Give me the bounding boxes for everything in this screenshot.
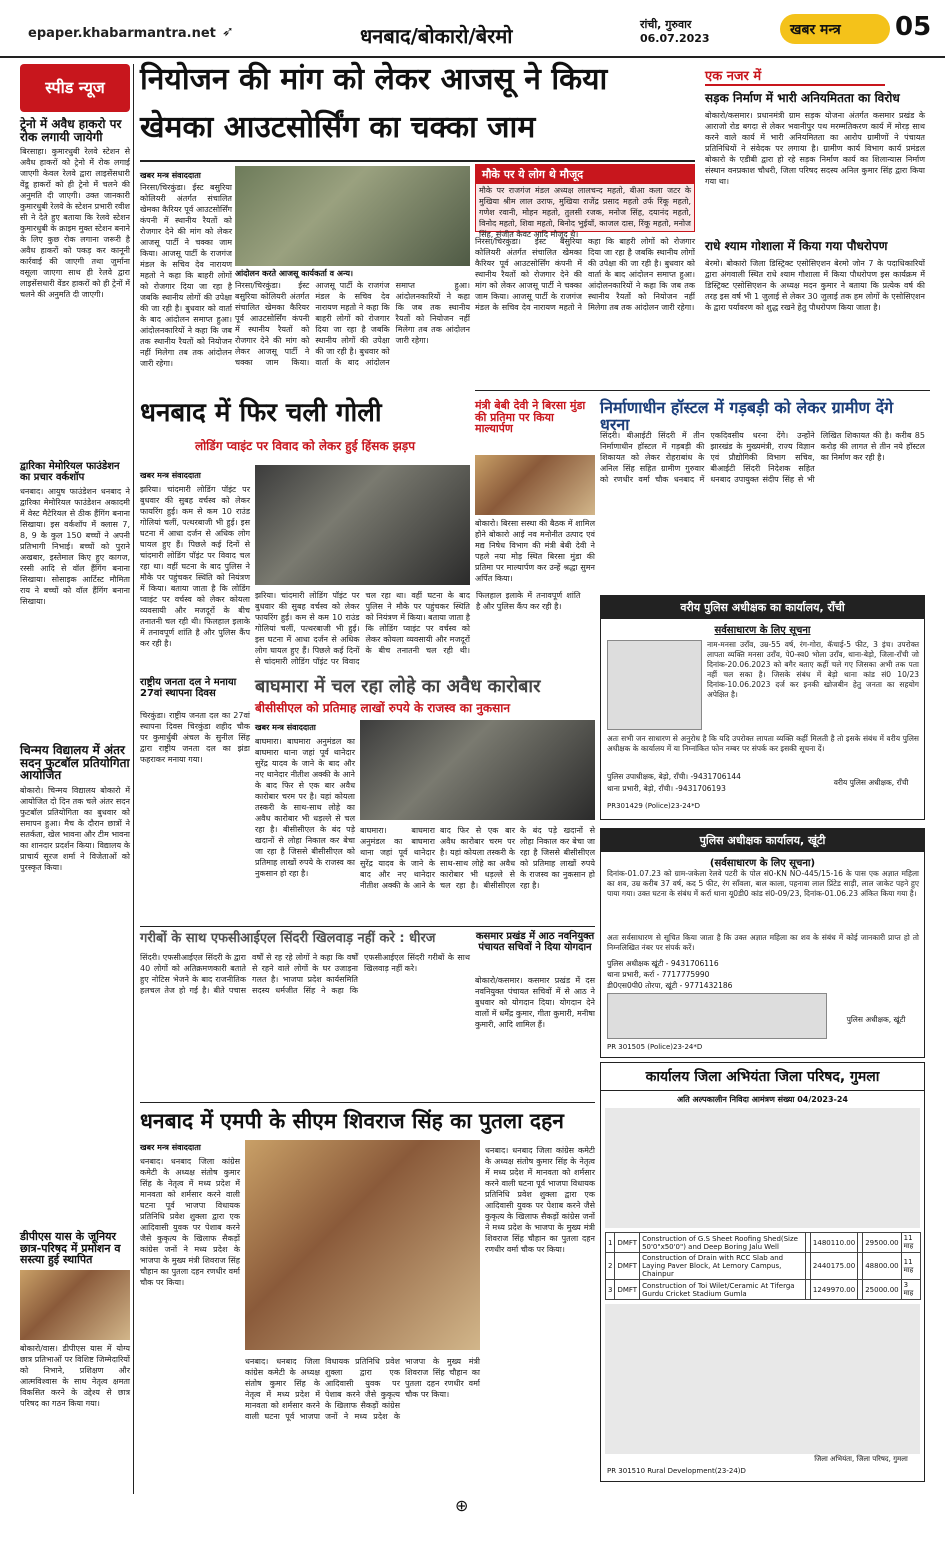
notice-gumla-office: कार्यालय जिला अभियंता जिला परिषद, गुमला — [601, 1063, 924, 1091]
left-body-1: बिरसाहा। कुमारधुबी रेलवे स्टेशन से अवैध हाकरों को ट्रेनो में रोक लगाई जाएगी केवल रेलवे द्वारा लाइसेंसधारी वेंडू हाकरों को ही ट्रेनो में चलने की अनुमति दी जाएगी। उक्त जानकारी कुमारधुबी रेलवे के स्टेशन प्रभारी रवीश सी ने देते हुए बताया कि रेलवे स्टेशन कुमारधुबी के क्राइम मुक्त स्टेशन बनाने के लिए कुछ रोक लगाना जरूरी है अवैध हाकरों को पकड़ कर कानूनी कार्रवाई की जाएगी तथा जुर्माना वसूला जाएगा साथ ही रेलवे द्वारा लाइसेंसधारी वेंडर हाकरों को ही ट्रेनों में चलने की अनुमति दी जाएगी। — [20, 147, 130, 300]
goli-photo — [255, 465, 470, 585]
lead-headline-1: नियोजन की मांग को लेकर आजसू ने किया — [140, 62, 608, 97]
notice-gumla — [600, 1062, 925, 1482]
column-divider — [133, 64, 134, 1494]
tender-row — [606, 1233, 921, 1253]
tender-cell: 11 माह — [901, 1233, 920, 1253]
cursor-icon: ➶ — [222, 24, 234, 40]
lead-body-cont: निरसा/चिरकुंडा। ईस्ट बसुरिया कोलियरी अंतर्गत संचालित खेमका कैरियर पूर्व आउटसोर्सिंग कंपनी में स्थानीय रैयतों को रोजगार देने की मांग को लेकर आजसू पार्टी ने चक्का जाम किया। आजसू पार्टी के राजगंज मंडल के सचिव देव नारायण महतो ने कहा कि बाहरी लोगों को रोजगार दिया जा रहा है जबकि स्थानीय लोगों की उपेक्षा की जा रही है। बुधवार को वार्ता के बाद आंदोलन समाप्त हुआ। आंदोलनकारियों ने कहा कि जब तक स्थानीय रैयतों को नियोजन नहीं मिलेगा तब तक आंदोलन जारी रहेगा। — [235, 281, 470, 367]
right-headline-1: सड़क निर्माण में भारी अनियमितता का विरोध — [705, 91, 900, 105]
tender-cell: 29500.00 — [863, 1233, 901, 1253]
tender-cell: 25000.00 — [863, 1280, 901, 1300]
shivraj-byline: खबर मन्त्र संवाददाता — [140, 1143, 201, 1152]
kasmar-headline: कसमार प्रखंड में आठ नवनियुक्त पंचायत सचिवों ने दिया योगदान — [475, 931, 595, 953]
lead-caption: आंदोलन करते आजसू कार्यकर्ता व अन्य। — [235, 269, 354, 278]
shivraj-photo — [245, 1140, 480, 1350]
notice-ranchi-title: सर्वसाधारण के लिए सूचना — [714, 625, 811, 636]
notice-gumla-title: अति अल्पकालीन निविदा आमंत्रण संख्या 04/2023-24 — [677, 1095, 848, 1104]
notice-ranchi-contact: अतः सभी जन साधारण से अनुरोध है कि यदि उपरोक्त लापता व्यक्ति कहीं मिलती है तो इसके संबंध में वरीय पुलिस अधीक्षक के कार्यालय में या निम्नांकित फोन नम्बर पर संपर्क कर इसकी सूचना दें। — [607, 734, 919, 753]
tender-cell: Construction of G.S Sheet Roofing Shed(Size 50'0"x50'0") and Deep Boring Jalu Well — [640, 1233, 806, 1253]
tender-cell: 1480110.00 — [810, 1233, 857, 1253]
present-box-body: मौके पर राजगंज मंडल अध्यक्ष लालचन्द महतो, बीआ कला जटर के मुखिया श्रीम लाल उराफ, मुखिया राजेंद्र प्रसाद महतो उर्फ रिंकू महतो, गणेश रवानी, मोहन महतो, तुलसी रजक, मनोज सिंह, दयानंद महतो, विनोद महतो, शिवा महतो, बिनोद भुईयाँ, काजल दास, रिंकू महतो, मनोज सिंह, संजीत केवट आदि मौजूद थे। — [479, 186, 691, 239]
goli-body: झरिया। चांदमारी लोडिंग पॉइंट पर बुधवार की सुबह वर्चस्व को लेकर फायरिंग हुई। कम से कम 10 राउंड गोलियां चलीं, पत्थरबाजी भी हुई। इस घटना में आधा दर्जन से अधिक लोग घायल हुए हैं। पिछले कई दिनों से चांदमारी लोडिंग पॉइंट पर विवाद चल रहा था। वहीं घटना के बाद पुलिस ने मौके पर पहुंचकर स्थिति को नियंत्रण में किया। बताया जाता है कि लोडिंग प्वाइंट पर वर्चस्व को लेकर कोयला व्यवसायी और मजदूरों के बीच तनातनी चल रही थी। फिलहाल इलाके में तनावपूर्ण शांति है और पुलिस कैंप कर रही है। — [140, 485, 250, 648]
tender-cell: 48800.00 — [863, 1253, 901, 1280]
tender-row — [606, 1253, 921, 1280]
lead-divider — [140, 160, 695, 162]
lead-photo — [235, 166, 470, 266]
notice-gumla-signoff: जिला अभियंता, जिला परिषद, गुमला — [814, 1455, 908, 1463]
tender-cell: DMFT — [615, 1280, 640, 1300]
notice-khunti-phone2: थाना प्रभारी, कर्रा - 7717775990 — [607, 970, 710, 979]
shivraj-body-right: धनबाद। धनबाद जिला कांग्रेस कमेटी के अध्यक्ष संतोष कुमार सिंह के नेतृत्व में मध्य प्रदेश में मानवता को शर्मसार करने वाली घटना पूर्व भाजपा विधायक प्रतिनिधि प्रवेश शुक्ला द्वारा एक आदिवासी युवक पर पेशाब करने जैसे कुकृत्य के खिलाफ सैकड़ों कांग्रेस जनों ने मध्य प्रदेश के भाजपा के मुख्य मंत्री शिवराज सिंह चौहान का पुतला दहन रणधीर वर्मा चौक पर किया। — [485, 1146, 595, 1254]
minister-headline: मंत्री बेबी देवी ने बिरसा मुंडा की प्रतिमा पर किया माल्यार्पण — [475, 399, 586, 436]
notice-gumla-preamble — [605, 1108, 920, 1228]
ghareeb-body: सिंदरी। एफसीआईएल सिंदरी के द्वारा 40 लोगों को अतिक्रमणकारी बताते हुए नोटिस भेजने के बाद राजनीतिक हलचल तेज हो गई है। बीते पचास वर्षों से रह रहे लोगों ने कहा कि वर्षों से रहने वाले लोगों के घर उजाड़ना गलत है। भाजपा प्रदेश कार्यसमिति सदस्य धर्मजीत सिंह ने कहा कि एफसीआईएल सिंदरी गरीबों के साथ खिलवाड़ नहीं करे। — [140, 953, 470, 995]
left-headline-5: डीपीएस यास के जूनियर छात्र-परिषद में प्रमोशन व सस्त्या हुई स्थापित — [20, 1229, 121, 1267]
present-box — [475, 164, 695, 239]
page-header — [0, 0, 945, 58]
lead-byline: खबर मन्त्र संवाददाता — [140, 171, 201, 180]
body-photo — [607, 993, 827, 1039]
notice-khunti-office: पुलिस अधीक्षक कार्यालय, खूंटी — [601, 829, 924, 852]
notice-ranchi-body: नाम-मनसा उराँव, उम्र-55 वर्ष, रंग-गोरा, कॅचाई-5 फीट, 3 इंच। उपरोक्त लापता व्यक्ति मनसा उराँव, पे0-स्व0 भोला उराँव, थाना-बेड़ो, जिला-राँची जो दिनांक-20.06.2023 को बगैर बताए कहीं चले गए जिसका अभी तक पता नहीं चल सका है। जिसके संबंध में बेड़ो थाना कांड सं0 10/23 दिनांक-10.06.2023 दर्ज कर इनकी खोजबीन हेतु जनता का सहयोग अपेक्षित है। — [707, 640, 919, 699]
notice-khunti-title: (सर्वसाधारण के लिए सूचना) — [709, 858, 816, 869]
hostel-headline: निर्माणाधीन हॉस्टल में गड़बड़ी को लेकर ग्रामीण देंगे धरना — [600, 398, 894, 434]
present-box-title: मौके पर ये लोग थे मौजूद — [476, 165, 694, 184]
notice-gumla-terms — [605, 1304, 920, 1454]
left-headline-1: ट्रेनो में अवैध हाकरो पर रोक लगायी जायेगी — [20, 117, 122, 144]
notice-khunti-body: दिनांक-01.07.23 को ग्राम-जकेला रेलवे पटरी के पोल सं0-KN NO-445/15-16 के पास एक अज्ञात महिला का शव, उम्र करीब 37 वर्ष, कद 5 फीट, रंग साँवला, बाल काला, पहनावा लाल प्रिंटेड साड़ी, लाल जाकेट पहने हुए पाया गया। उक्त घटना के संबंध में कर्रा थाना यू0डी0 कांड सं0-09/23, दिनांक-01.06.23 अंकित किया गया है। — [607, 869, 919, 898]
ek-nazar-tag: एक नजर में — [705, 66, 885, 86]
tender-cell: 2440175.00 — [810, 1253, 857, 1280]
baghmara-body: बाघमारा। बाघमारा अनुमंडल का बाघमारा थाना जहां पूर्व थानेदार सुरेंद्र यादव के जाने के बाद और नए थानेदार नीतीश अक्की के आने के बाद फिर से एक बार अवैध कारोबार चरम पर है। यहां कोयला तस्करी के साथ-साथ लोहे का अवैध कारोबार भी धड़ल्ले से चल रहा है। बीसीसीएल के बंद पड़े खदानों से लोहा निकाल कर बेचा जा रहा है जिससे बीसीसीएल को प्रतिमाह लाखों रुपये के राजस्व का नुकसान हो रहा है। — [255, 737, 355, 878]
speed-news-tag: स्पीड न्यूज — [20, 64, 130, 112]
brand-logo: खबर मन्त्र — [780, 14, 890, 44]
left-body-4: बोकारो। चिन्मय विद्यालय बोकारो में आयोजित दो दिन तक चले अंतर सदन फुटबॉल प्रतियोगिता का बुधवार को समापन हुआ। मैच के दौरान छात्रों ने सतर्कता, खेल भावना और टीम भावना का शानदार प्रदर्शन किया। विद्यालय के प्राचार्य सूरज शर्मा ने विजेताओं को पुरस्कृत किया। — [20, 785, 130, 872]
baghmara-byline: खबर मन्त्र संवाददाता — [255, 723, 316, 732]
right-body-2: बेरमो। बोकारो जिला डिस्ट्रिक्ट एसोसिएशन बेरमो जोन 7 के पदाधिकारियों द्वारा अंगवाली स्थित राधे श्याम गौशाला में किया पौधरोपण इस कार्यक्रम में डिस्ट्रिक्ट एसोसिएशन के अध्यक्ष मदन कुमार ने बताया कि प्रत्येक वर्ष की तरह इस वर्ष भी 1 जुलाई से लेकर 30 जुलाई तक हम लोगों के एसोसिएशन के द्वारा पर्यावरण को शुद्ध रखने हेतु पौधरोपण किया जाता है। — [705, 259, 925, 312]
notice-gumla-pr: PR 301510 Rural Development(23-24)D — [607, 1467, 746, 1475]
notice-khunti — [600, 828, 925, 1058]
rjd-body: चिरकुंडा। राष्ट्रीय जनता दल का 27वां स्थापना दिवस चिरकुंडा शहीद चौक पर कुमार्धुबी अंचल के सुनील सिंह द्वारा राष्ट्रीय जनता दल का झंडा फहराकर मनाया गया। — [140, 711, 250, 764]
left-headline-2: द्वारिका मेमोरियल फाउंडेशन का प्रचार वर्कशॉप — [20, 461, 120, 483]
baghmara-body-cont: बाघमारा। बाघमारा अनुमंडल का बाघमारा थाना जहां पूर्व थानेदार सुरेंद्र यादव के जाने के बाद और नए थानेदार नीतीश अक्की के आने के बाद फिर से एक बार अवैध कारोबार चरम पर है। यहां कोयला तस्करी के साथ-साथ लोहे का अवैध कारोबार भी धड़ल्ले से चल रहा है। बीसीसीएल के बंद पड़े खदानों से लोहा निकाल कर बेचा जा रहा है जिससे बीसीसीएल को प्रतिमाह लाखों रुपये के राजस्व का नुकसान हो रहा है। — [360, 826, 595, 890]
goli-headline: धनबाद में फिर चली गोली — [140, 398, 382, 428]
goli-byline: खबर मन्त्र संवाददाता — [140, 471, 201, 480]
dateline — [640, 18, 710, 46]
place-day: रांची, गुरुवार — [640, 18, 692, 31]
tender-table — [605, 1232, 921, 1300]
left-column — [20, 64, 130, 1494]
left-body-5: बोकारो/वास। डीपीएस यास में योग्य छात्र प्रतिभाओं पर विशिष्ट जिम्मेदारियों को निभाने, प्रशिक्षण और आत्मविश्वास के साथ नेतृत्व क्षमता विकसित करने के उद्देश्य से छात्र परिषद का गठन किया गया। — [20, 1343, 130, 1408]
section-title: धनबाद/बोकारो/बेरमो — [360, 24, 513, 48]
baghmara-subheadline: बीसीसीएल को प्रतिमाह लाखों रुपये के राजस्व का नुकसान — [255, 701, 511, 715]
tender-cell: 3 माह — [901, 1280, 920, 1300]
tender-cell: 1249970.00 — [810, 1280, 857, 1300]
lead-body-right: निरसा/चिरकुंडा। ईस्ट बसुरिया कोलियरी अंतर्गत संचालित खेमका कैरियर पूर्व आउटसोर्सिंग कंपनी में स्थानीय रैयतों को रोजगार देने की मांग को लेकर आजसू पार्टी ने चक्का जाम किया। आजसू पार्टी के राजगंज मंडल के सचिव देव नारायण महतो ने कहा कि बाहरी लोगों को रोजगार दिया जा रहा है जबकि स्थानीय लोगों की उपेक्षा की जा रही है। बुधवार को वार्ता के बाद आंदोलन समाप्त हुआ। आंदोलनकारियों ने कहा कि जब तक स्थानीय रैयतों को नियोजन नहीं मिलेगा तब तक आंदोलन जारी रहेगा। — [475, 237, 695, 312]
goli-subheadline: लोडिंग प्वाइंट पर विवाद को लेकर हुई हिंसक झड़प — [194, 439, 416, 453]
right-top-divider — [475, 390, 930, 391]
missing-person-photo — [607, 640, 702, 730]
notice-ranchi-office: वरीय पुलिस अधीक्षक का कार्यालय, राँची — [601, 596, 924, 619]
ghareeb-rule — [140, 926, 595, 927]
left-body-2: धनबाद। आयुष फाउंडेशन धनबाद ने द्वारिका मेमोरियल फाउंडेशन अकादमी में वेस्ट मैटेरियल से ठीक हैंगिंग बनाना सिखाया। इस वर्कशॉप में क्लास 7, 8, 9 के कुल 150 बच्चों ने अपनी प्रतिभागी निभाई। बच्चों को पुराने अखबार, इस्तेमाल किए हुए कागज, रस्सी आदि से वॉल हैंगिंग बनाना सिखाया। सोसाइक आर्टिस्ट मौमिता राय ने बच्चों को वॉल हैंगिंग बनाना सिखाया। — [20, 487, 130, 607]
footer-registration-mark: ⊕ — [455, 1496, 469, 1515]
page-number: 05 — [895, 12, 932, 42]
site-url[interactable]: epaper.khabarmantra.net — [28, 26, 216, 41]
tender-cell: DMFT — [615, 1253, 640, 1280]
tender-cell: Construction of Drain with RCC Slab and Laying Paver Block, At Lemory Campus, Chainpur — [640, 1253, 806, 1280]
minister-body: बोकारो। बिरसा सस्था की बैठक में शामिल होने बोकारो आई नव मनोनीत उत्पाद एवं मद्य निषेध विभाग की मंत्री बेबी देवी ने पहले नया मोड़ स्थित बिरसा मुंडा की प्रतिमा पर माल्यार्पण कर उन्हें श्रद्धा सुमन अर्पित किया। — [475, 519, 595, 583]
ghareeb-headline: गरीबों के साथ एफसीआईएल सिंदरी खिलवाड़ नहीं करे : धीरज — [140, 931, 436, 946]
tender-cell: 11 माह — [901, 1253, 920, 1280]
lead-body: निरसा/चिरकुंडा। ईस्ट बसुरिया कोलियरी अंतर्गत संचालित खेमका कैरियर पूर्व आउटसोर्सिंग कंपनी में स्थानीय रैयतों को रोजगार देने की मांग को लेकर आजसू पार्टी ने चक्का जाम किया। आजसू पार्टी के राजगंज मंडल के सचिव देव नारायण महतो ने कहा कि बाहरी लोगों को रोजगार दिया जा रहा है जबकि स्थानीय लोगों की उपेक्षा की जा रही है। बुधवार को वार्ता के बाद आंदोलन समाप्त हुआ। आंदोलनकारियों ने कहा कि जब तक स्थानीय रैयतों को नियोजन नहीं मिलेगा तब तक आंदोलन जारी रहेगा। — [140, 183, 232, 368]
tender-cell: DMFT — [615, 1233, 640, 1253]
baghmara-headline: बाघमारा में चल रहा लोहे का अवैध कारोबार — [255, 676, 541, 697]
notice-khunti-signoff: पुलिस अधीक्षक, खूंटी — [846, 1015, 906, 1024]
shivraj-body-cont: धनबाद। धनबाद जिला कांग्रेस कमेटी के अध्यक्ष संतोष कुमार सिंह के नेतृत्व में मध्य प्रदेश में मानवता को शर्मसार करने वाली घटना पूर्व भाजपा विधायक प्रतिनिधि प्रवेश शुक्ला द्वारा एक आदिवासी युवक पर पेशाब करने जैसे कुकृत्य के खिलाफ सैकड़ों कांग्रेस जनों ने मध्य प्रदेश के भाजपा के मुख्य मंत्री शिवराज सिंह चौहान का पुतला दहन रणधीर वर्मा चौक पर किया। — [245, 1357, 480, 1421]
right-headline-2: राधे श्याम गोशाला में किया गया पौधरोपण — [705, 239, 888, 253]
baghmara-photo — [360, 720, 595, 820]
notice-khunti-phone3: डी0एस0पी0 तोरपा, खूंटी - 9771432186 — [607, 981, 733, 990]
minister-photo — [475, 455, 595, 515]
notice-khunti-contact: अतः सर्वसाधारण से सूचित किया जाता है कि उक्त अज्ञात महिला का शव के संबंध में कोई जानकारी प्राप्त हो तो निम्नलिखित नंबर पर संपर्क करें। — [607, 933, 919, 952]
kasmar-body: बोकारो/कसमार। कसमार प्रखंड में दस नवनियुक्त पंचायत सचिवों में से आठ ने बुधवार को योगदान दिया। योगदान देने वालों में धर्मेंद्र कुमार, गीता कुमारी, मनीषा कुमारी, आदि शामिल हैं। — [475, 976, 595, 1029]
notice-ranchi-signoff: वरीय पुलिस अधीक्षक, राँची — [833, 778, 909, 787]
lead-headline-2: खेमका आउटसोर्सिंग का चक्का जाम — [140, 110, 536, 145]
tender-row — [606, 1280, 921, 1300]
shivraj-body: धनबाद। धनबाद जिला कांग्रेस कमेटी के अध्यक्ष संतोष कुमार सिंह के नेतृत्व में मध्य प्रदेश में मानवता को शर्मसार करने वाली घटना पूर्व भाजपा विधायक प्रतिनिधि प्रवेश शुक्ला द्वारा एक आदिवासी युवक पर पेशाब करने जैसे कुकृत्य के खिलाफ सैकड़ों कांग्रेस जनों ने मध्य प्रदेश के भाजपा के मुख्य मंत्री शिवराज सिंह चौहान का पुतला दहन रणधीर वर्मा चौक पर किया। — [140, 1157, 240, 1287]
rjd-headline: राष्ट्रीय जनता दल ने मनाया 27वां स्थापना दिवस — [140, 677, 237, 699]
left-headline-4: चिन्मय विद्यालय में अंतर सदन फुटबॉल प्रतियोगिता आयोजित — [20, 743, 130, 783]
notice-ranchi-phone1: पुलिस उपाधीक्षक, बेड़ो, राँची। -9431706144 — [607, 772, 741, 781]
notice-ranchi-pr: PR301429 (Police)23-24*D — [607, 802, 701, 810]
right-body-1: बोकारो/कसमार। प्रधानमंत्री ग्राम सड़क योजना अंतर्गत कसमार प्रखंड के आराजो रोड बगदा से लेकर भवानीपुर पथ मरम्मतिकरण कार्य में मोरड़ साथ करने वाले कार्य में भारी अनियमितता का आरोप ग्रामीणों ने पंचायत प्रतिनिधियों ने संवेदक पर लगाया है। ग्रामीण कार्य विभाग कार्य प्रमंडल बोकारो के एडीबी द्वारा हो रहे सड़क निर्माण कार्य का शिलान्यास निर्माण संस्थान वनप्रकाश चौधरी, जिला परिषद सदस्य अनिल कुमार सिंह द्वारा किया गया था। — [705, 111, 925, 186]
notice-khunti-phone1: पुलिस अधीक्षक खूंटी - 9431706116 — [607, 959, 719, 968]
hostel-text: सिंदरी। बीआईटी सिंदरी में तीन निर्माणाधीन हॉस्टल में गड़बड़ी की शिकायत को लेकर रोहराबांध के अनिल सिंह सहित ग्रामीण गुरुवार को रणधीर वर्मा चौक धनबाद में एकदिवसीय धरना देंगे। उन्होंने झारखंड के मुख्यमंत्री, राज्य विज्ञान एवं प्रौद्योगिकी विभाग सचिव, बीआईटी सिंदरी निदेशक सहित धनबाद उपायुक्त संदीप सिंह से भी लिखित शिकायत की है। करीब 85 करोड़ की लागत से तीन नये हॉस्टल का निर्माण कर रही है। — [600, 431, 925, 484]
shivraj-headline: धनबाद में एमपी के सीएम शिवराज सिंह का पुतला दहन — [140, 1109, 564, 1133]
tender-cell: 3 — [606, 1280, 615, 1300]
notice-khunti-pr: PR 301505 (Police)23-24*D — [607, 1043, 703, 1051]
date: 06.07.2023 — [640, 32, 710, 45]
dps-photo — [20, 1270, 130, 1340]
tender-cell: 2 — [606, 1253, 615, 1280]
goli-body-cont: झरिया। चांदमारी लोडिंग पॉइंट पर बुधवार की सुबह वर्चस्व को लेकर फायरिंग हुई। कम से कम 10 राउंड गोलियां चलीं, पत्थरबाजी भी हुई। इस घटना में आधा दर्जन से अधिक लोग घायल हुए हैं। पिछले कई दिनों से चांदमारी लोडिंग पॉइंट पर विवाद चल रहा था। वहीं घटना के बाद पुलिस ने मौके पर पहुंचकर स्थिति को नियंत्रण में किया। बताया जाता है कि लोडिंग प्वाइंट पर वर्चस्व को लेकर कोयला व्यवसायी और मजदूरों के बीच तनातनी चल रही थी। फिलहाल इलाके में तनावपूर्ण शांति है और पुलिस कैंप कर रही है। — [255, 591, 581, 666]
notice-ranchi — [600, 595, 925, 820]
tender-cell: 1 — [606, 1233, 615, 1253]
shivraj-rule — [140, 1102, 595, 1103]
notice-ranchi-phone2: थाना प्रभारी, बेड़ो, राँची। -9431706193 — [607, 784, 726, 793]
tender-cell: Construction of Toi Wilet/Ceramic At Tiferga Gurdu Cricket Stadium Gumla — [640, 1280, 806, 1300]
